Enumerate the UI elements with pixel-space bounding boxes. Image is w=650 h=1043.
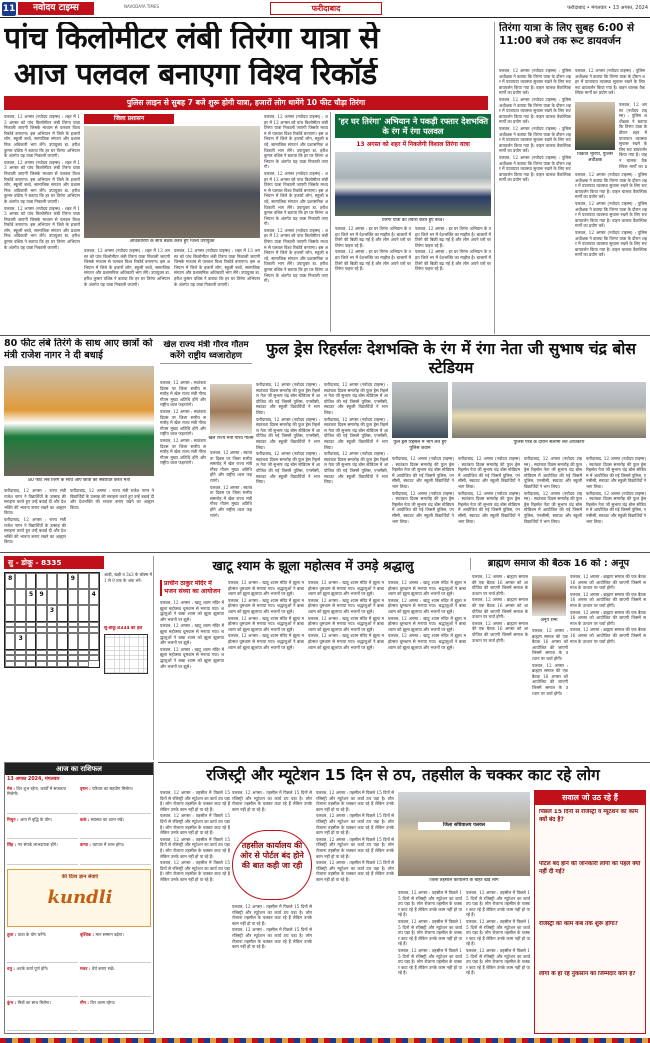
rashi-item xyxy=(80,931,151,963)
question-3: रजिस्ट्री का काम कब तक शुरू होगा? xyxy=(539,921,619,927)
rehearsal-photo-1 xyxy=(392,382,448,438)
rehearsal-body-2: फरीदाबाद, 12 अगस्त (नवोदय टाइम्स) : स्वतंत्रता दिवस समारोह की फुल ड्रेस रिहर्सल नेता जी सुभाष चंद्र बोस स्टेडियम में आयोजित की गई जिसमें पुलिस, एनसीसी, स्काउट और स्कूली विद्यार्थियों ने भाग लिया। फरीदाबाद, 12 अगस्त (नवोदय टाइम्स) : स्वतंत्रता दिवस समारोह की फुल ड्रेस रिहर्सल नेता जी सुभाष चंद्र बोस स्टेडियम में आयोजित की गई जिसमें पुलिस, एनसीसी, स्काउट और स्कूली विद्यार्थियों ने भाग लिया। फरीदाबाद, 12 अगस्त (नवोदय टाइम्स) : स्वतंत्रता दिवस समारोह की फुल ड्रेस रिहर्सल नेता जी सुभाष चंद्र बोस स्टेडियम में आयोजित की गई जिसमें पुलिस, एनसीसी, स्काउट और स्कूली विद्यार्थियों ने भाग लिया। xyxy=(324,382,388,485)
sudoku-grid[interactable] xyxy=(4,572,100,668)
rashi-item xyxy=(7,965,78,997)
sudoku-cell[interactable] xyxy=(47,589,57,605)
rashi-text: व्यापार में लाभ होगा। xyxy=(92,842,125,848)
rashifal-list-2 xyxy=(7,931,151,1031)
sudoku-cell[interactable] xyxy=(57,661,67,667)
rajesh-body-2: फरीदाबाद, 12 अगस्त : राज्य मंत्री राजेश नागर ने विद्यार्थियों के उत्साह की सराहना करते हुए उन्हें बधाई दी और देशभक्ति की भावना बनाए रखने का आह्वान किया। xyxy=(70,488,154,510)
sudoku-cell[interactable] xyxy=(47,633,57,649)
lead-body-3: पलवल, 12 अगस्त (नवोदय टाइम्स) : शहर में 13 अगस्त को पांच किलोमीटर लंबी तिरंगा यात्रा निकाली जाएगी जिसके माध्यम से पलवल विश्व रिकॉर्ड बनाएगा। इस अभियान में जिले के हजारों लोग, स्कूली बच्चे, सामाजिक संगठन और प्रशासनिक अधिकारी भाग लेंगे। उपायुक्त डा. हरीश कुमार वशिष्ठ ने बताया कि हर घर तिरंगा अभियान के अंतर्गत यह यात्रा निकाली जाएगी। xyxy=(174,248,260,287)
rashi-item xyxy=(80,841,151,865)
rashi-text: दिन उत्तम रहेगा। xyxy=(90,1000,116,1005)
rajesh-photo xyxy=(4,366,154,476)
rajesh-caption: 80 फीट लंबे तिरंगे के साथ आए छात्रों को संबोधित करते मंत्री xyxy=(28,478,130,483)
rashi-text: नए संपर्क लाभदायक होंगे। xyxy=(17,842,58,848)
rashi-item xyxy=(80,999,151,1031)
rehearsal-caption-2: पुलिस परेड के दौरान सलामी लेते अधिकारी xyxy=(513,440,585,445)
sudoku-cell[interactable] xyxy=(89,605,99,621)
lead-photo-label: जिला प्रशासन xyxy=(84,114,174,124)
rashi-name: कुंभ : xyxy=(7,1000,18,1005)
sudoku-cell[interactable] xyxy=(36,605,46,621)
khatu-body-3: पलवल, 12 अगस्त : खाटू श्याम मंदिर में झूला महोत्सव धूमधाम से मनाया गया। श्रद्धालुओं ने बाबा श्याम को झूला झुलाया और भजनों पर झूमे। पलवल, 12 अगस्त : खाटू श्याम मंदिर में झूला महोत्सव धूमधाम से मनाया गया। श्रद्धालुओं ने बाबा श्याम को झूला झुलाया और भजनों पर झूमे। पलवल, 12 अगस्त : खाटू श्याम मंदिर में झूला महोत्सव धूमधाम से मनाया गया। श्रद्धालुओं ने बाबा श्याम को झूला झुलाया और भजनों पर झूमे। पलवल, 12 अगस्त : खाटू श्याम मंदिर में झूला महोत्सव धूमधाम से मनाया गया। श्रद्धालुओं ने बाबा श्याम को झूला झुलाया और भजनों पर झूमे। xyxy=(308,580,384,650)
rehearsal-body: फरीदाबाद, 12 अगस्त (नवोदय टाइम्स) : स्वतंत्रता दिवस समारोह की फुल ड्रेस रिहर्सल नेता जी सुभाष चंद्र बोस स्टेडियम में आयोजित की गई जिसमें पुलिस, एनसीसी, स्काउट और स्कूली विद्यार्थियों ने भाग लिया। फरीदाबाद, 12 अगस्त (नवोदय टाइम्स) : स्वतंत्रता दिवस समारोह की फुल ड्रेस रिहर्सल नेता जी सुभाष चंद्र बोस स्टेडियम में आयोजित की गई जिसमें पुलिस, एनसीसी, स्काउट और स्कूली विद्यार्थियों ने भाग लिया। फरीदाबाद, 12 अगस्त (नवोदय टाइम्स) : स्वतंत्रता दिवस समारोह की फुल ड्रेस रिहर्सल नेता जी सुभाष चंद्र बोस स्टेडियम में आयोजित की गई जिसमें पुलिस, एनसीसी, स्काउट और स्कूली विद्यार्थियों ने भाग लिया। xyxy=(256,382,320,485)
sudoku-cell[interactable] xyxy=(36,661,46,667)
sudoku-answer-label: सु-डोकू 8334 का हल xyxy=(104,626,143,631)
building-sign: जिला सचिवालय पलवल xyxy=(418,822,510,830)
question-2: पोर्टल बंद होने की जानकारी लोगों को पहले क्यों नहीं दी गई? xyxy=(539,861,641,875)
lead-body-2: पलवल, 12 अगस्त (नवोदय टाइम्स) : शहर में 13 अगस्त को पांच किलोमीटर लंबी तिरंगा यात्रा निकाली जाएगी जिसके माध्यम से पलवल विश्व रिकॉर्ड बनाएगा। इस अभियान में जिले के हजारों लोग, स्कूली बच्चे, सामाजिक संगठन और प्रशासनिक अधिकारी भाग लेंगे। उपायुक्त डा. हरीश कुमार वशिष्ठ ने बताया कि हर घर तिरंगा अभियान के अंतर्गत यह यात्रा निकाली जाएगी। xyxy=(84,248,170,287)
registry-body: पलवल, 12 अगस्त : तहसील में पिछले 15 दिनों से रजिस्ट्री और म्यूटेशन का कार्य ठप पड़ा है। लोग रोजाना तहसील के चक्कर काट रहे हैं लेकिन उनके काम नहीं हो पा रहे हैं। पलवल, 12 अगस्त : तहसील में पिछले 15 दिनों से रजिस्ट्री और म्यूटेशन का कार्य ठप पड़ा है। लोग रोजाना तहसील के चक्कर काट रहे हैं लेकिन उनके काम नहीं हो पा रहे हैं। पलवल, 12 अगस्त : तहसील में पिछले 15 दिनों से रजिस्ट्री और म्यूटेशन का कार्य ठप पड़ा है। लोग रोजाना तहसील के चक्कर काट रहे हैं लेकिन उनके काम नहीं हो पा रहे हैं। पलवल, 12 अगस्त : तहसील में पिछले 15 दिनों से रजिस्ट्री और म्यूटेशन का कार्य ठप पड़ा है। लोग रोजाना तहसील के चक्कर काट रहे हैं लेकिन उनके काम नहीं हो पा रहे हैं। xyxy=(160,790,230,882)
sudoku-cell[interactable] xyxy=(78,605,88,621)
footer-rule xyxy=(0,1038,650,1043)
khatu-headline: खाटू श्याम के झूला महोत्सव में उमड़े श्रद्धालु xyxy=(212,558,414,573)
rashi-name: वृश्चिक : xyxy=(80,932,96,937)
sudoku-cell[interactable] xyxy=(26,605,36,621)
har-ghar-headline: 'हर घर तिरंगा' अभियान ने पकड़ी रफ्तार देशभक्ति के रंग में रंगा पलवल xyxy=(335,114,491,138)
sudoku-cell[interactable] xyxy=(57,605,67,621)
rashi-name: सिंह : xyxy=(7,842,18,848)
brand-logo: नवोदय टाइम्स xyxy=(18,2,94,15)
sudoku-cell[interactable] xyxy=(47,661,57,667)
sudoku-cell[interactable]: 9 xyxy=(36,589,46,605)
rehearsal-caption-1: फुल ड्रेस रिहर्सल में भाग लेते हुए पुलिस जवान xyxy=(393,440,447,451)
gaurav-body: पलवल, 12 अगस्त : स्वतंत्रता दिवस पर जिला स्तरीय समारोह में खेल राज्य मंत्री गौरव गौतम मुख्य अतिथि होंगे और राष्ट्रीय ध्वज फहराएंगे। पलवल, 12 अगस्त : स्वतंत्रता दिवस पर जिला स्तरीय समारोह में खेल राज्य मंत्री गौरव गौतम मुख्य अतिथि होंगे और राष्ट्रीय ध्वज फहराएंगे। पलवल, 12 अगस्त : स्वतंत्रता दिवस पर जिला स्तरीय समारोह में खेल राज्य मंत्री गौरव गौतम मुख्य अतिथि होंगे और राष्ट्रीय ध्वज फहराएंगे। xyxy=(160,380,206,466)
sudoku-hint: आड़ी, खड़ी व 3x3 के बॉक्स में 1 से 9 तक के अंक भरें। xyxy=(104,572,152,583)
rashi-name: मीन : xyxy=(80,1000,91,1005)
rehearsal-body-5: फरीदाबाद, 12 अगस्त (नवोदय टाइम्स) : स्वतंत्रता दिवस समारोह की फुल ड्रेस रिहर्सल नेता जी सुभाष चंद्र बोस स्टेडियम में आयोजित की गई जिसमें पुलिस, एनसीसी, स्काउट और स्कूली विद्यार्थियों ने भाग लिया। फरीदाबाद, 12 अगस्त (नवोदय टाइम्स) : स्वतंत्रता दिवस समारोह की फुल ड्रेस रिहर्सल नेता जी सुभाष चंद्र बोस स्टेडियम में आयोजित की गई जिसमें पुलिस, एनसीसी, स्काउट और स्कूली विद्यार्थियों ने भाग लिया। xyxy=(524,456,582,524)
sudoku-cell[interactable] xyxy=(26,633,36,649)
sudoku-cell[interactable] xyxy=(68,589,78,605)
lead-headline-1: पांच किलोमीटर लंबी तिरंगा यात्रा से xyxy=(4,22,379,56)
sudoku-cell[interactable] xyxy=(15,605,25,621)
sudoku-cell[interactable] xyxy=(26,573,36,589)
page-number: 11 xyxy=(2,4,16,14)
khatu-subhead: प्राचीन ठाकुर मंदिर में भजन संध्या का आयोजन xyxy=(160,580,224,596)
registry-body-2: पलवल, 12 अगस्त : तहसील में पिछले 15 दिनों से रजिस्ट्री और म्यूटेशन का कार्य ठप पड़ा है। लोग रोजाना तहसील के चक्कर काट रहे हैं लेकिन उनके काम नहीं हो पा रहे हैं। xyxy=(232,790,312,812)
brahman-headline: ब्राह्मण समाज की बैठक 16 को : अनूप xyxy=(470,558,646,570)
route-body-3: पलवल, 12 अगस्त (नवोदय टाइम्स) : पुलिस अधीक्षक ने बताया कि तिरंगा यात्रा के दौरान शहर में यातायात व्यवस्था सुचारू रखने के लिए रूट डायवर्जन किया गया है। वाहन चालक वैकल्पिक मार्गों का प्र xyxy=(619,102,647,168)
divider xyxy=(158,762,650,763)
rashi-name: मेष : xyxy=(7,786,17,791)
sudoku-box xyxy=(4,556,154,760)
route-body: पलवल, 12 अगस्त (नवोदय टाइम्स) : पुलिस अधीक्षक ने बताया कि तिरंगा यात्रा के दौरान शहर में यातायात व्यवस्था सुचारू रखने के लिए रूट डायवर्जन किया गया है। वाहन चालक वैकल्पिक मार्गों का प्रयोग करें। पलवल, 12 अगस्त (नवोदय टाइम्स) : पुलिस अधीक्षक ने बताया कि तिरंगा यात्रा के दौरान शहर में यातायात व्यवस्था सुचारू रखने के लिए रूट डायवर्जन किया गया है। वाहन चालक वैकल्पिक मार्गों का प्रयोग करें। पलवल, 12 अगस्त (नवोदय टाइम्स) : पुलिस अधीक्षक ने बताया कि तिरंगा यात्रा के दौरान शहर में यातायात व्यवस्था सुचारू रखने के लिए रूट डायवर्जन किया गया है। वाहन चालक वैकल्पिक मार्गों का प्रयोग करें। पलवल, 12 अगस्त (नवोदय टाइम्स) : पुलिस अधीक्षक ने बताया कि तिरंगा यात्रा के दौरान शहर में यातायात व्यवस्था सुचारू रखने के लिए रूट डायवर्जन किया गया है। वाहन चालक वैकल्पिक मार्गों का प्रयोग करें। xyxy=(499,68,571,183)
sudoku-cell[interactable] xyxy=(36,633,46,649)
rashi-text: अटके कार्य पूर्ण होंगे। xyxy=(16,966,49,971)
rehearsal-headline: फुल ड्रेस रिहर्सलः देशभक्ति के रंग में रंगा नेता जी सुभाष चंद्र बोस स्टेडियम xyxy=(266,340,636,377)
questions-box xyxy=(534,790,646,1034)
har-ghar-subhead: 13 अगस्त को शहर में निकलेगी विशाल तिरंगा यात्रा xyxy=(356,141,470,148)
sudoku-cell[interactable] xyxy=(89,633,99,649)
route-box xyxy=(494,22,648,334)
sudoku-cell[interactable]: 9 xyxy=(68,573,78,589)
sudoku-cell[interactable] xyxy=(15,573,25,589)
rajesh-headline: 80 फीट लंबे तिरंगे के साथ आए छात्रों को मंत्री राजेश नागर ने दी बधाई xyxy=(4,338,153,361)
lead-photo-caption: अधिकारियों के साथ बैठक करते हुए जिला उपायुक्त xyxy=(129,239,215,244)
sudoku-cell[interactable]: 8 xyxy=(5,573,15,589)
rehearsal-body-4: फरीदाबाद, 12 अगस्त (नवोदय टाइम्स) : स्वतंत्रता दिवस समारोह की फुल ड्रेस रिहर्सल नेता जी सुभाष चंद्र बोस स्टेडियम में आयोजित की गई जिसमें पुलिस, एनसीसी, स्काउट और स्कूली विद्यार्थियों ने भाग लिया। फरीदाबाद, 12 अगस्त (नवोदय टाइम्स) : स्वतंत्रता दिवस समारोह की फुल ड्रेस रिहर्सल नेता जी सुभाष चंद्र बोस स्टेडियम में आयोजित की गई जिसमें पुलिस, एनसीसी, स्काउट और स्कूली विद्यार्थियों ने भाग लिया। xyxy=(458,456,520,524)
sp-caption: विक्रांत भूरिया, पुलिस अधीक्षक xyxy=(577,152,613,163)
lead-headline-2: आज पलवल बनाएगा विश्व रिकॉर्ड xyxy=(14,58,377,92)
rehearsal-photo-2 xyxy=(452,382,646,438)
rehearsal-body-3: फरीदाबाद, 12 अगस्त (नवोदय टाइम्स) : स्वतंत्रता दिवस समारोह की फुल ड्रेस रिहर्सल नेता जी सुभाष चंद्र बोस स्टेडियम में आयोजित की गई जिसमें पुलिस, एनसीसी, स्काउट और स्कूली विद्यार्थियों ने भाग लिया। फरीदाबाद, 12 अगस्त (नवोदय टाइम्स) : स्वतंत्रता दिवस समारोह की फुल ड्रेस रिहर्सल नेता जी सुभाष चंद्र बोस स्टेडियम में आयोजित की गई जिसमें पुलिस, एनसीसी, स्काउट और स्कूली विद्यार्थियों ने भाग लिया। xyxy=(392,456,454,524)
lead-subhead: पुलिस लाइन से सुबह 7 बजे शुरू होगी यात्रा, हजारों लोग थामेंगे 10 फीट चौड़ा तिरंगा xyxy=(4,96,488,110)
khatu-body-4: पलवल, 12 अगस्त : खाटू श्याम मंदिर में झूला महोत्सव धूमधाम से मनाया गया। श्रद्धालुओं ने बाबा श्याम को झूला झुलाया और भजनों पर झूमे। पलवल, 12 अगस्त : खाटू श्याम मंदिर में झूला महोत्सव धूमधाम से मनाया गया। श्रद्धालुओं ने बाबा श्याम को झूला झुलाया और भजनों पर झूमे। पलवल, 12 अगस्त : खाटू श्याम मंदिर में झूला महोत्सव धूमधाम से मनाया गया। श्रद्धालुओं ने बाबा श्याम को झूला झुलाया और भजनों पर झूमे। पलवल, 12 अगस्त : खाटू श्याम मंदिर में झूला महोत्सव धूमधाम से मनाया गया। श्रद्धालुओं ने बाबा श्याम को झूला झुलाया और भजनों पर झूमे। xyxy=(388,580,466,650)
brahman-body-2: पलवल, 12 अगस्त : ब्राह्मण समाज की एक बैठक 16 अगस्त को आयोजित की जाएगी जिसमें समाज के उत्थान पर चर्चा होगी। पलवल, 12 अगस्त : ब्राह्मण समाज की एक बैठक 16 अगस्त को आयोजित की जाएगी जिसमें समाज के उत्थान पर चर्चा होगी। पलवल, 12 अगस्त : ब्राह्मण समाज की एक बैठक 16 अगस्त को आयोजित की जाएगी जिसमें समाज के उत्थान पर चर्चा होगी। पलवल, 12 अगस्त : ब्राह्मण समाज की एक बैठक 16 अगस्त को आयोजित की जाएगी जिसमें समाज के उत्थान पर चर्चा होगी। xyxy=(570,574,646,644)
sudoku-label: सु - डोकू - 8335 xyxy=(4,556,104,569)
rashi-item xyxy=(80,785,151,814)
dateline: फरीदाबाद • मंगलवार • 13 अगस्त, 2024 xyxy=(567,5,648,11)
rashi-text: यात्रा के योग बनेंगे। xyxy=(17,932,47,937)
rashi-text: धैर्य बनाए रखें। xyxy=(91,966,115,971)
divider xyxy=(0,335,650,336)
brahman-body-3: पलवल, 12 अगस्त : ब्राह्मण समाज की एक बैठक 16 अगस्त को आयोजित की जाएगी जिसमें समाज के उत्थान पर चर्चा होगी। पलवल, 12 अगस्त : ब्राह्मण समाज की एक बैठक 16 अगस्त को आयोजित की जाएगी जिसमें समाज के उत्थान पर चर्चा होगी। xyxy=(532,628,568,696)
sudoku-cell[interactable] xyxy=(68,605,78,621)
sudoku-cell[interactable] xyxy=(57,573,67,589)
rashi-text: मित्रों का साथ मिलेगा। xyxy=(17,1000,51,1005)
sudoku-cell[interactable] xyxy=(68,633,78,649)
sudoku-cell[interactable]: 3 xyxy=(47,605,57,621)
divider xyxy=(0,552,650,553)
sudoku-cell[interactable] xyxy=(57,589,67,605)
sp-photo xyxy=(575,102,615,150)
rashi-name: मिथुन : xyxy=(7,816,21,822)
route-body-2: पलवल, 12 अगस्त (नवोदय टाइम्स) : पुलिस अधीक्षक ने बताया कि तिरंगा यात्रा के दौरान शहर में यातायात व्यवस्था सुचारू रखने के लिए रूट डायवर्जन किया गया है। वाहन चालक वैकल्पिक मार्गों का प्रयोग करें। xyxy=(575,68,645,96)
gaurav-headline: खेल राज्य मंत्री गौरव गौतम करेंगे राष्ट्रीय ध्वजारोहण xyxy=(160,340,252,364)
rashi-text: परिवार का सहयोग मिलेगा। xyxy=(92,786,134,791)
rashifal-date: 13 अगस्त 2024, मंगलवार xyxy=(7,777,60,782)
sudoku-cell[interactable] xyxy=(15,589,25,605)
registry-photo xyxy=(398,792,530,876)
rashi-name: तुला : xyxy=(7,932,18,937)
rashi-item xyxy=(7,931,78,963)
lead-photo xyxy=(84,126,260,238)
sudoku-cell[interactable] xyxy=(47,573,57,589)
questions-title: सवाल जो उठ रहे हैं xyxy=(535,791,645,805)
rashi-name: मकर : xyxy=(80,966,92,971)
rashi-name: कन्या : xyxy=(80,842,93,848)
sudoku-cell[interactable] xyxy=(78,633,88,649)
sudoku-cell[interactable]: 4 xyxy=(89,589,99,605)
rashi-item xyxy=(80,816,151,840)
rashifal-box xyxy=(4,762,154,1034)
registry-body-5: पलवल, 12 अगस्त : तहसील में पिछले 15 दिनों से रजिस्ट्री और म्यूटेशन का कार्य ठप पड़ा है। लोग रोजाना तहसील के चक्कर काट रहे हैं लेकिन उनके काम नहीं हो पा रहे हैं। पलवल, 12 अगस्त : तहसील में पिछले 15 दिनों से रजिस्ट्री और म्यूटेशन का कार्य ठप पड़ा है। लोग रोजाना तहसील के चक्कर काट रहे हैं लेकिन उनके काम नहीं हो पा रहे हैं। पलवल, 12 अगस्त : तहसील में पिछले 15 दिनों से रजिस्ट्री और म्यूटेशन का कार्य ठप पड़ा है। लोग रोजाना तहसील के चक्कर काट रहे हैं लेकिन उनके काम नहीं हो पा रहे हैं। xyxy=(398,890,462,976)
gaurav-body-2: पलवल, 12 अगस्त : स्वतंत्रता दिवस पर जिला स्तरीय समारोह में खेल राज्य मंत्री गौरव गौतम मुख्य अतिथि होंगे और राष्ट्रीय ध्वज फहराएंगे। पलवल, 12 अगस्त : स्वतंत्रता दिवस पर जिला स्तरीय समारोह में खेल राज्य मंत्री गौरव गौतम मुख्य अतिथि होंगे और राष्ट्रीय ध्वज फहराएंगे। xyxy=(210,450,252,518)
question-4: लोगों के हो रहे नुकसान का जिम्मेदार कौन है? xyxy=(539,971,636,977)
sudoku-cell[interactable]: 5 xyxy=(26,589,36,605)
sudoku-cell[interactable] xyxy=(68,661,78,667)
rashi-item xyxy=(7,816,78,840)
sudoku-cell[interactable] xyxy=(78,573,88,589)
sudoku-cell[interactable] xyxy=(78,589,88,605)
har-ghar-photo xyxy=(335,152,491,216)
question-1: पिछले 15 दिनों से रजिस्ट्री व म्यूटेशन का काम क्यों बंद है? xyxy=(539,809,638,823)
kundli-logo: kundli xyxy=(47,888,113,908)
rashi-name: कर्क : xyxy=(80,816,91,822)
brahman-caption: अनूप शर्मा xyxy=(540,618,558,623)
sudoku-cell[interactable] xyxy=(5,605,15,621)
rashi-item xyxy=(7,999,78,1031)
sudoku-cell[interactable] xyxy=(5,633,15,649)
sudoku-cell[interactable] xyxy=(5,661,15,667)
khatu-body-2: पलवल, 12 अगस्त : खाटू श्याम मंदिर में झूला महोत्सव धूमधाम से मनाया गया। श्रद्धालुओं ने बाबा श्याम को झूला झुलाया और भजनों पर झूमे। पलवल, 12 अगस्त : खाटू श्याम मंदिर में झूला महोत्सव धूमधाम से मनाया गया। श्रद्धालुओं ने बाबा श्याम को झूला झुलाया और भजनों पर झूमे। पलवल, 12 अगस्त : खाटू श्याम मंदिर में झूला महोत्सव धूमधाम से मनाया गया। श्रद्धालुओं ने बाबा श्याम को झूला झुलाया और भजनों पर झूमे। पलवल, 12 अगस्त : खाटू श्याम मंदिर में झूला महोत्सव धूमधाम से मनाया गया। श्रद्धालुओं ने बाबा श्याम को झूला झुलाया और भजनों पर झूमे। xyxy=(228,580,304,650)
rashifal-title: आज का राशिफल xyxy=(5,763,153,775)
rehearsal-body-6: फरीदाबाद, 12 अगस्त (नवोदय टाइम्स) : स्वतंत्रता दिवस समारोह की फुल ड्रेस रिहर्सल नेता जी सुभाष चंद्र बोस स्टेडियम में आयोजित की गई जिसमें पुलिस, एनसीसी, स्काउट और स्कूली विद्यार्थियों ने भाग लिया। फरीदाबाद, 12 अगस्त (नवोदय टाइम्स) : स्वतंत्रता दिवस समारोह की फुल ड्रेस रिहर्सल नेता जी सुभाष चंद्र बोस स्टेडियम में आयोजित की गई जिसमें पुलिस, एनसीसी, स्काउट और स्कूली विद्यार्थियों ने भाग लिया। xyxy=(586,456,646,524)
sudoku-cell[interactable] xyxy=(26,661,36,667)
section-tag: फरीदाबाद xyxy=(270,2,382,15)
kundli-text: की दिव्य ज्ञान सेवाएं xyxy=(61,874,99,880)
rajesh-body: फरीदाबाद, 12 अगस्त : राज्य मंत्री राजेश नागर ने विद्यार्थियों के उत्साह की सराहना करते हुए उन्हें बधाई दी और देशभक्ति की भावना बनाए रखने का आह्वान किया। फरीदाबाद, 12 अगस्त : राज्य मंत्री राजेश नागर ने विद्यार्थियों के उत्साह की सराहना करते हुए उन्हें बधाई दी और देशभक्ति की भावना बनाए रखने का आह्वान किया। xyxy=(4,488,66,545)
lead-body-4: पलवल, 12 अगस्त (नवोदय टाइम्स) : शहर में 13 अगस्त को पांच किलोमीटर लंबी तिरंगा यात्रा निकाली जाएगी जिसके माध्यम से पलवल विश्व रिकॉर्ड बनाएगा। इस अभियान में जिले के हजारों लोग, स्कूली बच्चे, सामाजिक संगठन और प्रशासनिक अधिकारी भाग लेंगे। उपायुक्त डा. हरीश कुमार वशिष्ठ ने बताया कि हर घर तिरंगा अभियान के अंतर्गत यह यात्रा निकाली जाएगी। पलवल, 12 अगस्त (नवोदय टाइम्स) : शहर में 13 अगस्त को पांच किलोमीटर लंबी तिरंगा यात्रा निकाली जाएगी जिसके माध्यम से पलवल विश्व रिकॉर्ड बनाएगा। इस अभियान में जिले के हजारों लोग, स्कूली बच्चे, सामाजिक संगठन और प्रशासनिक अधिकारी भाग लेंगे। उपायुक्त डा. हरीश कुमार वशिष्ठ ने बताया कि हर घर तिरंगा अभियान के अंतर्गत यह यात्रा निकाली जाएगी। पलवल, 12 अगस्त (नवोदय टाइम्स) : शहर में 13 अगस्त को पांच किलोमीटर लंबी तिरंगा यात्रा निकाली जाएगी जिसके माध्यम से पलवल विश्व रिकॉर्ड बनाएगा। इस अभियान में जिले के हजारों लोग, स्कूली बच्चे, सामाजिक संगठन और प्रशासनिक अधिकारी भाग लेंगे। उपायुक्त डा. हरीश कुमार वशिष्ठ ने बताया कि हर घर तिरंगा अभियान के अंतर्गत यह यात्रा निकाली जाएगी। xyxy=(264,114,328,284)
registry-pull: तहसील कार्यालय की ओर से पोर्टल बंद होने की बात कही जा रही xyxy=(232,830,312,900)
rashi-text: स्वास्थ्य का ध्यान रखें। xyxy=(90,816,124,822)
sudoku-cell[interactable] xyxy=(36,573,46,589)
sudoku-cell[interactable] xyxy=(5,589,15,605)
sudoku-cell[interactable] xyxy=(15,661,25,667)
rashi-text: आय में वृद्धि के योग। xyxy=(20,816,53,822)
registry-caption: जिला तहसील कार्यालय के बाहर खड़े लोग xyxy=(429,878,499,883)
rashi-text: दिन शुभ रहेगा, कार्यों में सफलता मिलेगी। xyxy=(7,786,66,797)
kundli-ad xyxy=(7,869,151,927)
rashi-name: धनु : xyxy=(7,966,17,971)
har-ghar-body-2: पलवल, 12 अगस्त : हर घर तिरंगा अभियान के तहत जिले भर में देशभक्ति का माहौल है। बाजारों में तिरंगे की बिक्री बढ़ गई है और लोग अपने घरों पर तिरंगा फहरा रहे हैं। पलवल, 12 अगस्त : हर घर तिरंगा अभियान के तहत जिले भर में देशभक्ति का माहौल है। बाजारों में तिरंगे की बिक्री बढ़ गई है और लोग अपने घरों पर तिरंगा फहरा रहे हैं। xyxy=(415,226,491,272)
sudoku-answer-grid xyxy=(104,634,148,674)
brahman-photo xyxy=(532,576,566,616)
registry-body-3: पलवल, 12 अगस्त : तहसील में पिछले 15 दिनों से रजिस्ट्री और म्यूटेशन का कार्य ठप पड़ा है। लोग रोजाना तहसील के चक्कर काट रहे हैं लेकिन उनके काम नहीं हो पा रहे हैं। पलवल, 12 अगस्त : तहसील में पिछले 15 दिनों से रजिस्ट्री और म्यूटेशन का कार्य ठप पड़ा है। लोग रोजाना तहसील के चक्कर काट रहे हैं लेकिन उनके काम नहीं हो पा रहे हैं। xyxy=(232,904,312,950)
route-headline: तिरंगा यात्रा के लिए सुबह 6:00 से 11:00 बजे तक रूट डायवर्जन xyxy=(499,22,635,47)
registry-headline: रजिस्ट्री और म्यूटेशन 15 दिन से ठप, तहसील के चक्कर काट रहे लोग xyxy=(206,766,600,784)
khatu-body: पलवल, 12 अगस्त : खाटू श्याम मंदिर में झूला महोत्सव धूमधाम से मनाया गया। श्रद्धालुओं ने बाबा श्याम को झूला झुलाया और भजनों पर झूमे। पलवल, 12 अगस्त : खाटू श्याम मंदिर में झूला महोत्सव धूमधाम से मनाया गया। श्रद्धालुओं ने बाबा श्याम को झूला झुलाया और भजनों पर झूमे। पलवल, 12 अगस्त : खाटू श्याम मंदिर में झूला महोत्सव धूमधाम से मनाया गया। श्रद्धालुओं ने बाबा श्याम को झूला झुलाया और भजनों पर झूमे। xyxy=(160,600,224,669)
rashi-item xyxy=(7,785,78,814)
sudoku-cell[interactable]: 3 xyxy=(15,633,25,649)
har-ghar-caption: तिरंगा यात्रा की तैयारी करते हुए बच्चे। xyxy=(381,218,445,223)
rashi-item xyxy=(7,841,78,865)
har-ghar-body: पलवल, 12 अगस्त : हर घर तिरंगा अभियान के तहत जिले भर में देशभक्ति का माहौल है। बाजारों में तिरंगे की बिक्री बढ़ गई है और लोग अपने घरों पर तिरंगा फहरा रहे हैं। पलवल, 12 अगस्त : हर घर तिरंगा अभियान के तहत जिले भर में देशभक्ति का माहौल है। बाजारों में तिरंगे की बिक्री बढ़ गई है और लोग अपने घरों पर तिरंगा फहरा रहे हैं। xyxy=(335,226,411,272)
gaurav-photo xyxy=(210,384,252,434)
brahman-body: पलवल, 12 अगस्त : ब्राह्मण समाज की एक बैठक 16 अगस्त को आयोजित की जाएगी जिसमें समाज के उत्थान पर चर्चा होगी। पलवल, 12 अगस्त : ब्राह्मण समाज की एक बैठक 16 अगस्त को आयोजित की जाएगी जिसमें समाज के उत्थान पर चर्चा होगी। पलवल, 12 अगस्त : ब्राह्मण समाज की एक बैठक 16 अगस्त को आयोजित की जाएगी जिसमें समाज के उत्थान पर चर्चा होगी। xyxy=(472,574,528,643)
sudoku-cell[interactable] xyxy=(89,655,99,661)
lead-body: पलवल, 12 अगस्त (नवोदय टाइम्स) : शहर में 13 अगस्त को पांच किलोमीटर लंबी तिरंगा यात्रा निकाली जाएगी जिसके माध्यम से पलवल विश्व रिकॉर्ड बनाएगा। इस अभियान में जिले के हजारों लोग, स्कूली बच्चे, सामाजिक संगठन और प्रशासनिक अधिकारी भाग लेंगे। उपायुक्त डा. हरीश कुमार वशिष्ठ ने बताया कि हर घर तिरंगा अभियान के अंतर्गत यह यात्रा निकाली जाएगी। पलवल, 12 अगस्त (नवोदय टाइम्स) : शहर में 13 अगस्त को पांच किलोमीटर लंबी तिरंगा यात्रा निकाली जाएगी जिसके माध्यम से पलवल विश्व रिकॉर्ड बनाएगा। इस अभियान में जिले के हजारों लोग, स्कूली बच्चे, सामाजिक संगठन और प्रशासनिक अधिकारी भाग लेंगे। उपायुक्त डा. हरीश कुमार वशिष्ठ ने बताया कि हर घर तिरंगा अभियान के अंतर्गत यह यात्रा निकाली जाएगी। पलवल, 12 अगस्त (नवोदय टाइम्स) : शहर में 13 अगस्त को पांच किलोमीटर लंबी तिरंगा यात्रा निकाली जाएगी जिसके माध्यम से पलवल विश्व रिकॉर्ड बनाएगा। इस अभियान में जिले के हजारों लोग, स्कूली बच्चे, सामाजिक संगठन और प्रशासनिक अधिकारी भाग लेंगे। उपायुक्त डा. हरीश कुमार वशिष्ठ ने बताया कि हर घर तिरंगा अभियान के अंतर्गत यह यात्रा निकाली जाएगी। xyxy=(4,114,80,250)
registry-body-6: पलवल, 12 अगस्त : तहसील में पिछले 15 दिनों से रजिस्ट्री और म्यूटेशन का कार्य ठप पड़ा है। लोग रोजाना तहसील के चक्कर काट रहे हैं लेकिन उनके काम नहीं हो पा रहे हैं। पलवल, 12 अगस्त : तहसील में पिछले 15 दिनों से रजिस्ट्री और म्यूटेशन का कार्य ठप पड़ा है। लोग रोजाना तहसील के चक्कर काट रहे हैं लेकिन उनके काम नहीं हो पा रहे हैं। पलवल, 12 अगस्त : तहसील में पिछले 15 दिनों से रजिस्ट्री और म्यूटेशन का कार्य ठप पड़ा है। लोग रोजाना तहसील के चक्कर काट रहे हैं लेकिन उनके काम नहीं हो पा रहे हैं। xyxy=(466,890,530,976)
registry-body-4: पलवल, 12 अगस्त : तहसील में पिछले 15 दिनों से रजिस्ट्री और म्यूटेशन का कार्य ठप पड़ा है। लोग रोजाना तहसील के चक्कर काट रहे हैं लेकिन उनके काम नहीं हो पा रहे हैं। पलवल, 12 अगस्त : तहसील में पिछले 15 दिनों से रजिस्ट्री और म्यूटेशन का कार्य ठप पड़ा है। लोग रोजाना तहसील के चक्कर काट रहे हैं लेकिन उनके काम नहीं हो पा रहे हैं। पलवल, 12 अगस्त : तहसील में पिछले 15 दिनों से रजिस्ट्री और म्यूटेशन का कार्य ठप पड़ा है। लोग रोजाना तहसील के चक्कर काट रहे हैं लेकिन उनके काम नहीं हो पा रहे हैं। पलवल, 12 अगस्त : तहसील में पिछले 15 दिनों से रजिस्ट्री और म्यूटेशन का कार्य ठप पड़ा है। लोग रोजाना तहसील के चक्कर काट रहे हैं लेकिन उनके काम नहीं हो पा रहे हैं। xyxy=(316,790,394,882)
brand-sub: NAVODAYA TIMES xyxy=(124,4,160,9)
rashi-name: वृषभ : xyxy=(80,786,93,791)
rashi-text: मान सम्मान बढ़ेगा। xyxy=(95,932,124,937)
rashi-item xyxy=(80,965,151,997)
har-ghar-box xyxy=(330,112,492,332)
sudoku-cell[interactable] xyxy=(78,661,88,667)
gaurav-caption: खेल राज्य मंत्री गौरव गौतम xyxy=(208,436,254,441)
rashifal-list xyxy=(7,785,151,865)
route-body-4: पलवल, 12 अगस्त (नवोदय टाइम्स) : पुलिस अधीक्षक ने बताया कि तिरंगा यात्रा के दौरान शहर में यातायात व्यवस्था सुचारू रखने के लिए रूट डायवर्जन किया गया है। वाहन चालक वैकल्पिक मार्गों का प्रयोग करें। पलवल, 12 अगस्त (नवोदय टाइम्स) : पुलिस अधीक्षक ने बताया कि तिरंगा यात्रा के दौरान शहर में यातायात व्यवस्था सुचारू रखने के लिए रूट डायवर्जन किया गया है। वाहन चालक वैकल्पिक मार्गों का प्रयोग करें। पलवल, 12 अगस्त (नवोदय टाइम्स) : पुलिस अधीक्षक ने बताया कि तिरंगा यात्रा के दौरान शहर में यातायात व्यवस्था सुचारू रखने के लिए रूट डायवर्जन किया गया है। वाहन चालक वैकल्पिक मार्गों का प्रयोग करें। xyxy=(575,172,647,258)
sudoku-cell[interactable] xyxy=(57,633,67,649)
page-header xyxy=(0,0,650,18)
sudoku-cell[interactable] xyxy=(89,573,99,589)
